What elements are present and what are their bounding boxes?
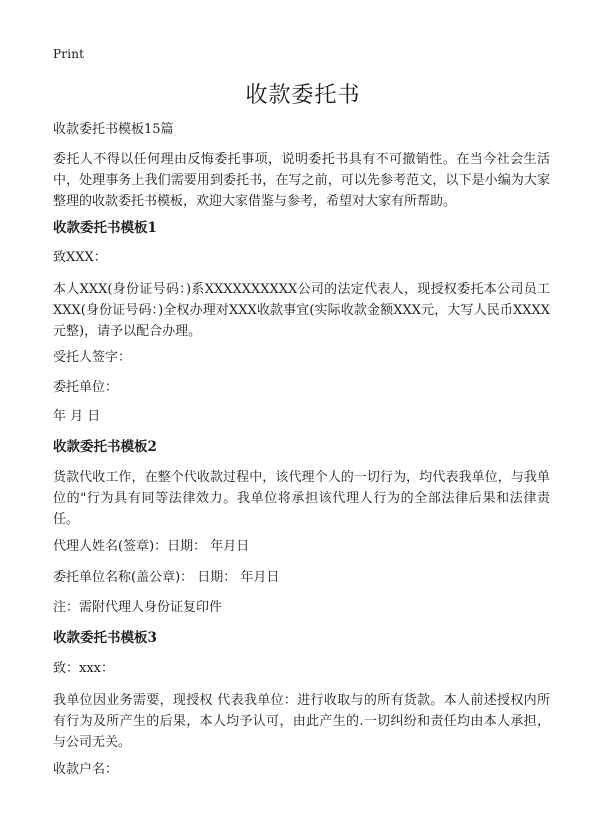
template1-entrusting-unit: 委托单位： — [53, 380, 119, 395]
template2-heading: 收款委托书模板2 — [53, 439, 157, 455]
template2-unit-name: 委托单位名称(盖公章)： 日期： 年月日 — [53, 570, 280, 585]
template1-recipient: 致XXX： — [53, 250, 107, 265]
template1-trustee-sign: 受托人签字： — [53, 350, 132, 365]
template3-recipient: 致：xxx： — [53, 661, 114, 676]
template2-agent-name: 代理人姓名(签章)：日期： 年月日 — [53, 539, 250, 554]
document-title: 收款委托书 — [245, 83, 361, 108]
template1-body: 本人XXX(身份证号码：)系XXXXXXXXXX公司的法定代表人，现授权委托本公司员工XXX(身份证号码：)全权办理对XXX收款事宜(实际收款金额XXX元，大写人民币XXXX元整)，请予以配合办理。 — [53, 282, 550, 339]
print-label: Print — [53, 47, 85, 61]
template2-body: 货款代收工作，在整个代收款过程中，该代理个人的一切行为，均代表我单位，与我单位的"行为具有同等法律效力。我单位将承担该代理人行为的全部法律后果和法律责任。 — [53, 470, 550, 527]
template3-body: 我单位因业务需要，现授权 代表我单位：进行收取与的所有货款。本人前述授权内所有行为及所产生的后果，本人均予认可，由此产生的.一切纠纷和责任均由本人承担，与公司无关。 — [53, 693, 550, 750]
template1-date: 年 月 日 — [53, 409, 101, 424]
intro-paragraph: 委托人不得以任何理由反悔委托事项，说明委托书具有不可撤销性。在当今社会生活中，处理事务上我们需要用到委托书，在写之前，可以先参考范文，以下是小编为大家整理的收款委托书模板，欢迎大家借鉴与参考，希望对大家有所帮助。 — [53, 152, 550, 209]
template2-note: 注：需附代理人身份证复印件 — [53, 600, 223, 615]
template3-heading: 收款委托书模板3 — [53, 630, 157, 646]
template3-payee: 收款户名： — [53, 762, 119, 777]
document-subtitle: 收款委托书模板15篇 — [53, 122, 174, 137]
template1-heading: 收款委托书模板1 — [53, 220, 157, 236]
